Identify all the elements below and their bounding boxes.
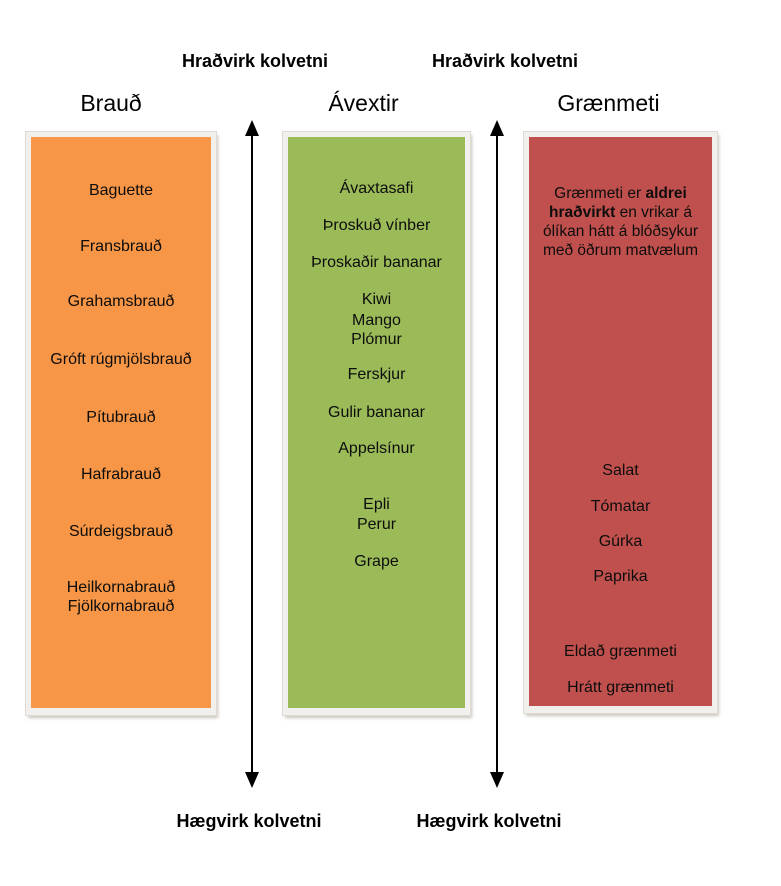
list-item: Pítubrauð (86, 409, 156, 426)
vegetables-note-line: ólíkan hátt á blóðsykur (542, 223, 699, 240)
list-item: Epli (363, 496, 390, 513)
vegetables-note-line: með öðrum matvælum (542, 242, 699, 259)
list-item: Fjölkornabrauð (67, 598, 175, 615)
list-item: Fransbrauð (80, 238, 162, 255)
list-item: Salat (602, 462, 639, 479)
list-item: Grape (354, 553, 399, 570)
list-item: Hrátt grænmeti (567, 679, 674, 696)
list-item: Gróft rúgmjölsbrauð (50, 351, 192, 368)
list-item: Hafrabrauð (80, 466, 162, 483)
vegetables-panel (524, 132, 717, 713)
list-item: Grahamsbrauð (67, 293, 175, 310)
list-item: Þroskaðir bananar (311, 254, 442, 271)
vegetables-note-line: Grænmeti er aldrei (554, 185, 687, 202)
list-item: Gúrka (598, 533, 643, 550)
label-fast-carbs-right: Hraðvirk kolvetni (431, 51, 579, 71)
list-item: Tómatar (590, 498, 651, 515)
column-title-fruit: Ávextir (328, 90, 399, 116)
list-item: Mango (352, 312, 401, 329)
label-slow-carbs-left: Hægvirk kolvetni (176, 811, 322, 831)
updown-arrow-left (242, 120, 262, 788)
list-item: Perur (356, 516, 397, 533)
list-item: Gulir bananar (328, 404, 425, 421)
column-title-bread: Brauð (80, 90, 142, 116)
column-title-vegetables: Grænmeti (557, 90, 660, 116)
list-item: Súrdeigsbrauð (68, 523, 174, 540)
list-item: Baguette (88, 182, 154, 199)
list-item: Paprika (593, 568, 648, 585)
list-item: Þroskuð vínber (322, 217, 431, 234)
list-item: Heilkornabrauð (66, 579, 176, 596)
vegetables-note-line: hraðvirkt en vrikar á (548, 204, 692, 221)
list-item: Ávaxtasafi (339, 180, 414, 197)
label-fast-carbs-left: Hraðvirk kolvetni (181, 51, 329, 71)
list-item: Ferskjur (347, 366, 406, 383)
list-item: Plómur (351, 331, 402, 348)
updown-arrow-right (487, 120, 507, 788)
label-slow-carbs-right: Hægvirk kolvetni (416, 811, 562, 831)
bread-panel (26, 132, 216, 715)
list-item: Appelsínur (338, 440, 415, 457)
list-item: Eldað grænmeti (564, 643, 677, 660)
fruit-panel (283, 132, 470, 715)
vegetables-note (526, 184, 715, 260)
list-item: Kiwi (361, 291, 392, 308)
